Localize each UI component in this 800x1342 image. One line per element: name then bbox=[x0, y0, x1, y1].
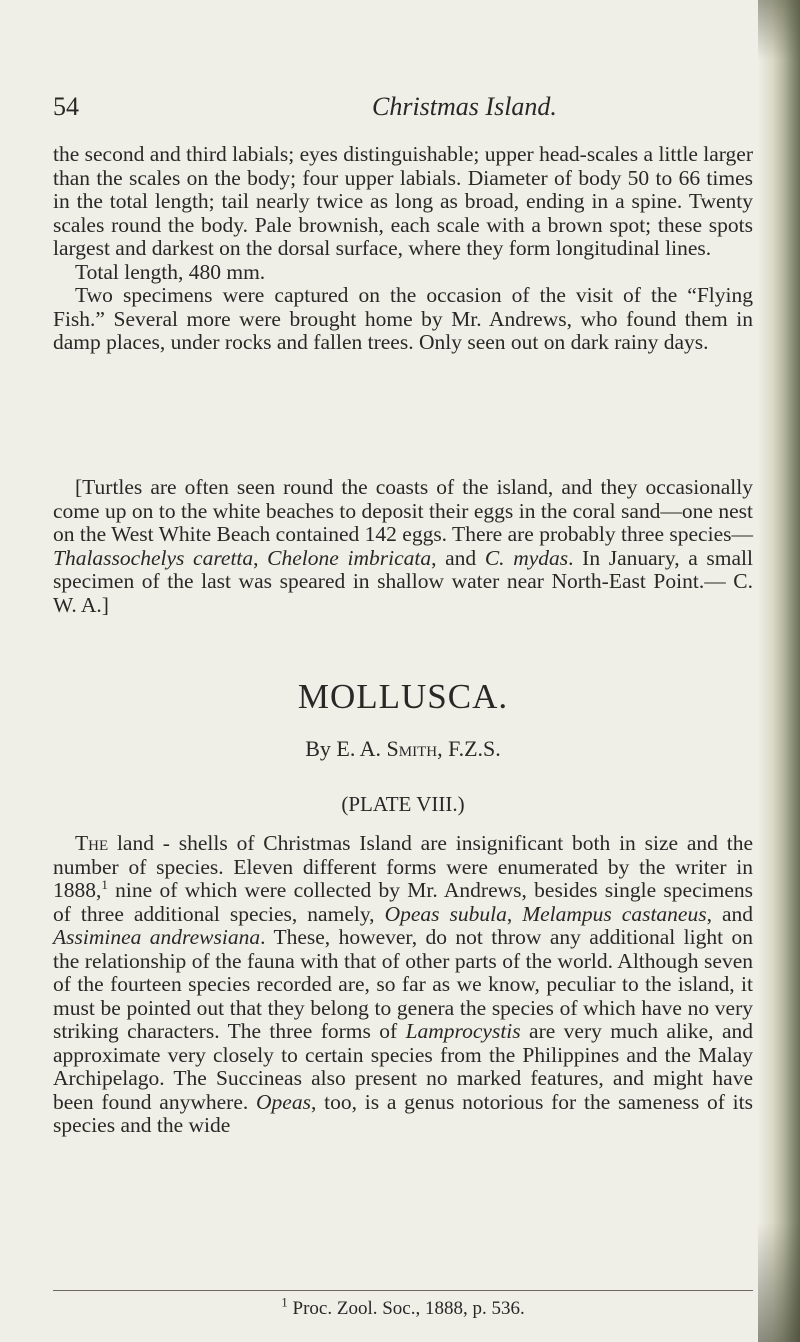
page-edge-bottom-shadow bbox=[758, 1222, 800, 1342]
footnote-text: Proc. Zool. Soc., 1888, p. 536. bbox=[287, 1298, 525, 1319]
genus-lamprocystis: Lamprocystis bbox=[405, 1019, 521, 1043]
turtles-note bbox=[53, 476, 753, 617]
mollusca-text-3: , bbox=[506, 901, 523, 926]
lead-word: The bbox=[75, 831, 109, 855]
turtles-text-d: . In January, a small specimen of the last was speared in shallow water near North-East Point.— C. W. A.] bbox=[53, 545, 754, 617]
mollusca-text-1: land - shells of Christmas Island are insignificant both in size and the number of species. Eleven different forms were enumerated by the writer in 1888, bbox=[53, 831, 753, 902]
footnote-reference: 1 bbox=[101, 876, 108, 892]
footnote bbox=[53, 1296, 753, 1322]
byline bbox=[53, 736, 753, 762]
mollusca-text-2: nine of which were collected by Mr. Andrews, besides single specimens of three additional species, namely, bbox=[53, 878, 753, 926]
turtles-text-b: , bbox=[253, 545, 268, 570]
plate-reference: (PLATE VIII.) bbox=[341, 792, 465, 816]
species-mydas: C. mydas bbox=[484, 545, 569, 570]
paragraph-mollusca bbox=[53, 832, 753, 1138]
page-edge-shadow bbox=[758, 0, 800, 1342]
species-opeas-subula: Opeas subula bbox=[384, 901, 507, 926]
turtles-text-a: [Turtles are often seen round the coasts of the island, and they occasionally come up on to the white beaches to deposit their eggs in the coral sand—one nest on the West White Beach contained 142 eggs. There are probably three species— bbox=[53, 475, 753, 546]
page-number: 54 bbox=[53, 92, 79, 121]
byline-name: Smith bbox=[386, 736, 438, 761]
paragraph-specimens: Two specimens were captured on the occasion of the visit of the “Flying Fish.” Several more were brought home by Mr. Andrews, who found them in damp places, under rocks and fallen trees. Only seen out on dark rainy days. bbox=[53, 283, 753, 354]
byline-suffix: , F.Z.S. bbox=[437, 736, 501, 761]
genus-opeas: Opeas bbox=[256, 1089, 311, 1114]
byline-prefix: By E. A. bbox=[305, 736, 387, 761]
mollusca-body bbox=[53, 832, 753, 1138]
page-header bbox=[53, 90, 753, 130]
paragraph-description: the second and third labials; eyes distinguishable; upper head-scales a little larger than the scales on the body; four upper labials. Diameter of body 50 to 66 times in the total length; tail nearly twice as long as broad, ending in a spine. Twenty scales round the body. Pale brownish, each scale with a brown spot; these spots largest and darkest on the dorsal surface, where they form longitudinal lines. bbox=[53, 142, 753, 260]
footnote-rule bbox=[53, 1290, 753, 1291]
mollusca-text-7: , too, is a genus notorious for the sameness of its species and the wide bbox=[53, 1089, 753, 1137]
turtles-text-c: , and bbox=[431, 545, 485, 570]
paragraph-total-length: Total length, 480 mm. bbox=[75, 259, 266, 284]
running-head: Christmas Island. bbox=[372, 92, 557, 121]
page-edge-top-shadow bbox=[758, 0, 800, 60]
section-title: MOLLUSCA. bbox=[297, 677, 509, 716]
mollusca-text-6: are very much alike, and approximate very closely to certain species from the Philippines and the Malay Archipelago. The Succineas also present no marked features, and might have been found anywhere. bbox=[53, 1019, 753, 1114]
species-assiminea: Assiminea andrewsiana bbox=[53, 925, 261, 949]
paragraph-turtles bbox=[53, 476, 753, 617]
mollusca-text-5: . These, however, do not throw any additional light on the relationship of the fauna with that of other parts of the world. Although seven of the fourteen species recorded are, so far as we know, peculiar to the island, it must be pointed out that they belong to genera the species of which have no very striking characters. The three forms of bbox=[53, 925, 753, 1043]
footnote-marker: 1 bbox=[281, 1294, 288, 1310]
snake-description bbox=[53, 143, 753, 355]
species-melampus: Melampus castaneus bbox=[522, 901, 707, 926]
species-chelone: Chelone imbricata bbox=[267, 545, 432, 570]
species-thalassochelys: Thalassochelys caretta bbox=[53, 545, 254, 570]
mollusca-text-4: , and bbox=[706, 901, 753, 926]
